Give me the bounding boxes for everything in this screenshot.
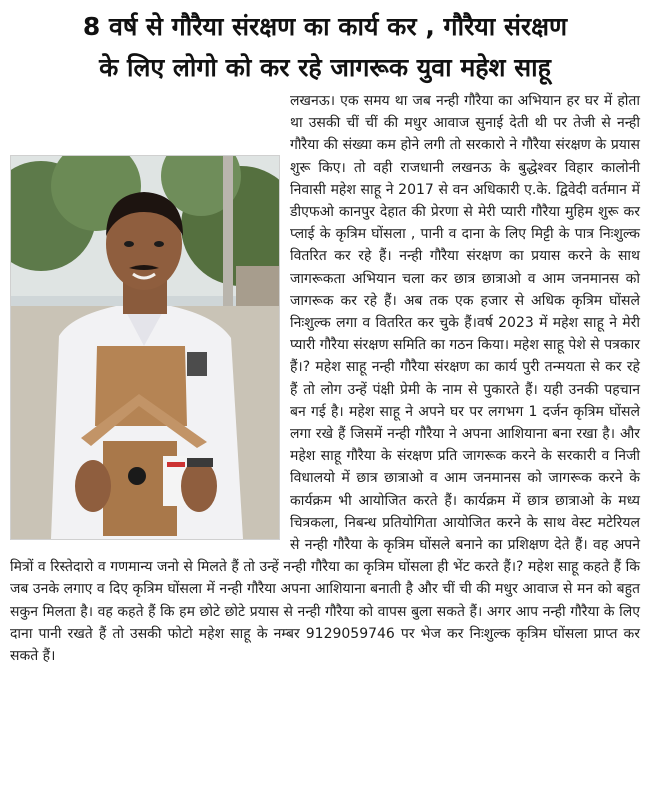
photo-man-holding-nest-box xyxy=(10,155,280,540)
headline xyxy=(10,6,640,88)
headline-line-1: 8 वर्ष से गौरैया संरक्षण का कार्य कर , गौरैया संरक्षण xyxy=(82,12,568,41)
article-text: लखनऊ। एक समय था जब नन्ही गौरैया का अभियान हर घर में होता था उसकी चीं चीं की मधुर आवाज सुनाई देती थी पर तेजी से नन्ही गौरैया की संख्या कम होने लगी तो सरकारो ने गौरैया संरक्षण के प्रयास शुरू किए। तो वही राजधानी लखनऊ के बुद्धेश्वर विहार कालोनी निवासी महेश साहू ने 2017 से वन अधिकारी ए.के. द्विवेदी वर्तमान में डीएफओ कानपुर देहात की प्रेरणा से मेरी प्यारी गौरैया मुहिम शुरू कर प्लाई के कृत्रिम घोंसला , पानी व दाना के लिए मिट्टी के पात्र निःशुल्क वितरित कर रहे हैं। नन्ही गौरैया संरक्षण का प्रयास करने के साथ जागरूकता अभियान चला कर छात्र छात्राओ व आम जनमानस को जागरूक कर रहे हैं। अब तक एक हजार से अधिक कृत्रिम घोंसले निःशुल्क लगा व वितरित कर चुके हैं।वर्ष 2023 में महेश साहू ने मेरी प्यारी गौरैया संरक्षण समिति का गठन किया। महेश साहू पेशे से पत्रकार हैं।? महेश साहू नन्ही गौरैया संरक्षण का कार्य पुरी तन्मयता से कर रहे हैं तो लोग उन्हें पंक्षी प्रेमी के नाम से पुकारते हैं। यही उनकी पहचान बन गई है। महेश साहू ने अपने घर पर लगभग 1 दर्जन कृत्रिम घोंसले लगा रखे हैं जिसमें नन्ही गौरैया ने अपना आशियाना बना रखा है। और महेश साहू गौरैया के संरक्षण प्रति जागरूक करने के सरकारी व निजी विधालयो में छात्र छात्राओ व आम जनमानस को जागरूक करने के कार्यक्रम भी आयोजित करते हैं। कार्यक्रम में छात्र छात्राओ के मध्य चित्रकला, निबन्ध प्रतियोगिता आयोजित करने के साथ वेस्ट मटेरियल से नन्ही गौरैया के कृत्रिम घोंसले बनाने का प्रशिक्षण देते हैं। वह अपने मित्रों व रिस्तेदारो व गणमान्य जनो से मिलते हैं तो उन्हें नन्ही गौरैया का कृत्रिम घोंसला ही भेंट करते हैं।? महेश साहू कहते हैं कि जब उनके लगाए व दिए कृत्रिम घोंसला में नन्ही गौरैया अपना आशियाना बनाती है और चीं ची की मधुर आवाज से मन को बहुत सकुन मिलता है। वह कहते हैं कि हम छोटे छोटे प्रयास से नन्ही गौरैया को वापस बुला सकते हैं। अगर आप नन्ही गौरैया के लिए दाना पानी रखते हैं तो उसकी फोटो महेश साहू के नम्बर 9129059746 पर भेज कर निःशुल्क कृत्रिम घोंसला प्राप्त कर सकते हैं। xyxy=(10,93,640,665)
article-body xyxy=(10,90,640,667)
headline-line-2: के लिए लोगो को कर रहे जागरूक युवा महेश साहू xyxy=(99,53,551,82)
